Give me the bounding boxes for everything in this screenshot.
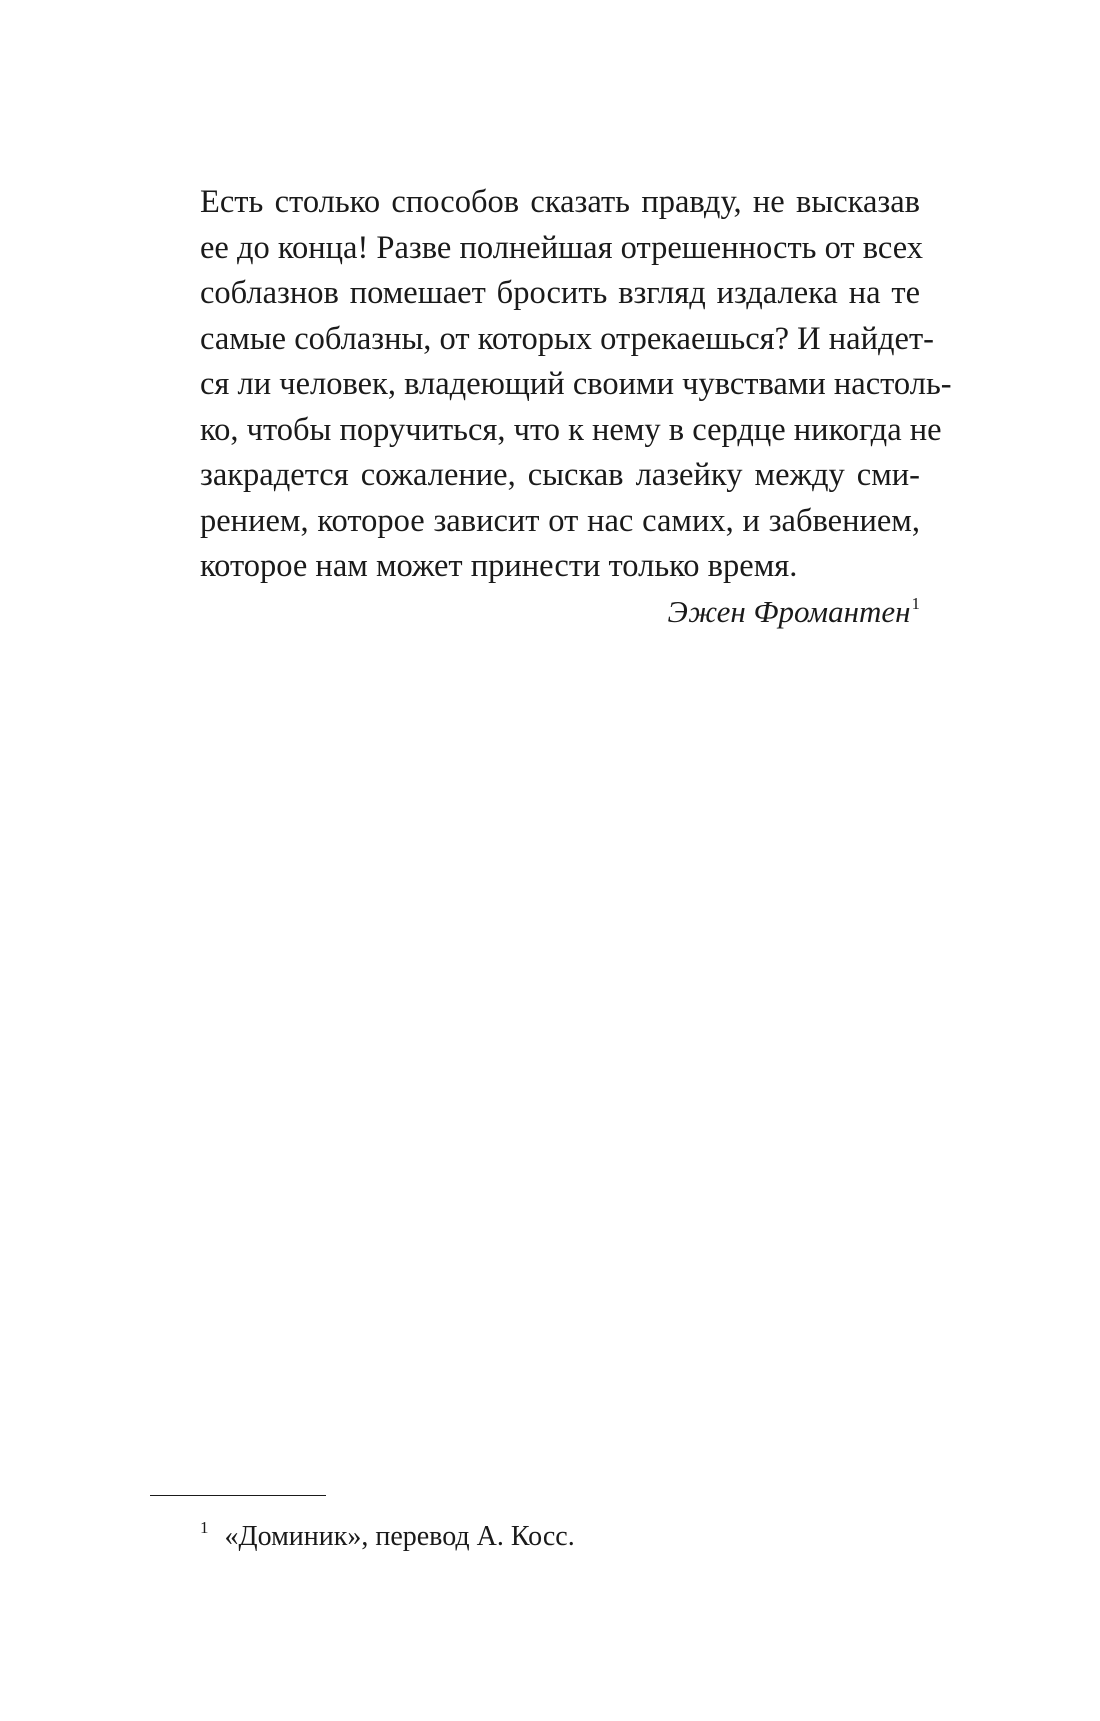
footnote-reference: 1 <box>911 593 920 613</box>
epigraph-line: ко, чтобы поручиться, что к нему в сердце никогда не <box>200 411 942 448</box>
epigraph <box>200 180 952 638</box>
epigraph-line: соблазнов помешает бросить взгляд издалека на те <box>200 275 920 311</box>
footnote-separator <box>150 1495 326 1496</box>
epigraph-line: рением, которое зависит от нас самих, и забвением, <box>200 502 920 539</box>
footnote <box>200 1518 575 1559</box>
epigraph-author: Эжен Фромантен <box>667 593 911 629</box>
epigraph-line: ее до конца! Разве полнейшая отрешенность от всех <box>200 229 923 266</box>
footnote-mark: 1 <box>200 1518 209 1537</box>
epigraph-line: закрадется сожаление, сыскав лазейку между сми- <box>200 457 920 493</box>
epigraph-line: ся ли человек, владеющий своими чувствами настоль- <box>200 366 952 402</box>
footnote-text: «Доминик», перевод А. Косс. <box>224 1521 575 1552</box>
epigraph-line: которое нам может принести только время. <box>200 548 798 584</box>
epigraph-line: самые соблазны, от которых отрекаешься? И найдет- <box>200 320 934 357</box>
epigraph-attribution <box>200 591 920 638</box>
epigraph-line: Есть столько способов сказать правду, не высказав <box>200 184 920 220</box>
